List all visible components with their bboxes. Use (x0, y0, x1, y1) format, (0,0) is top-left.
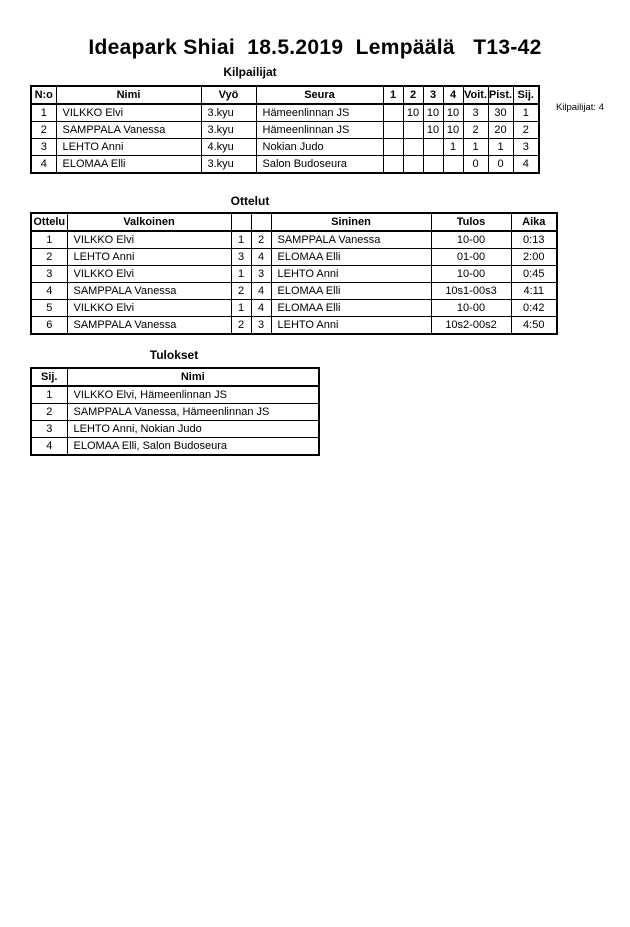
cell-sij: 4 (513, 156, 539, 174)
cell-aika: 0:45 (511, 266, 557, 283)
col-header-seura: Seura (256, 86, 383, 104)
tulokset-table (30, 367, 320, 456)
cell-blue-no: 3 (251, 317, 271, 335)
cell-score-2 (403, 156, 423, 174)
cell-aika: 2:00 (511, 249, 557, 266)
cell-score-3: 10 (423, 122, 443, 139)
cell-sij: 2 (513, 122, 539, 139)
cell-nimi: LEHTO Anni (56, 139, 201, 156)
cell-tulos: 10s1-00s3 (431, 283, 511, 300)
col-header-1: 1 (383, 86, 403, 104)
cell-nimi: VILKKO Elvi (56, 104, 201, 122)
cell-pist: 20 (488, 122, 513, 139)
cell-no: 1 (31, 104, 56, 122)
cell-white-name: SAMPPALA Vanessa (67, 283, 231, 300)
col-header-valkoinen: Valkoinen (67, 213, 231, 231)
cell-sij: 1 (513, 104, 539, 122)
cell-no: 2 (31, 122, 56, 139)
cell-score-2 (403, 139, 423, 156)
col-header-4: 4 (443, 86, 463, 104)
cell-score-4: 10 (443, 122, 463, 139)
cell-sij: 4 (31, 438, 67, 456)
cell-nimi: ELOMAA Elli, Salon Budoseura (67, 438, 319, 456)
cell-score-2 (403, 122, 423, 139)
col-header-nimi: Nimi (67, 368, 319, 386)
cell-white-no: 1 (231, 266, 251, 283)
cell-nimi: SAMPPALA Vanessa (56, 122, 201, 139)
result-row (31, 438, 319, 456)
col-header-voit: Voit. (463, 86, 488, 104)
cell-seura: Salon Budoseura (256, 156, 383, 174)
cell-nimi: LEHTO Anni, Nokian Judo (67, 421, 319, 438)
cell-tulos: 10-00 (431, 266, 511, 283)
result-row (31, 386, 319, 404)
cell-match-no: 2 (31, 249, 67, 266)
cell-vyo: 3.kyu (201, 104, 256, 122)
cell-match-no: 4 (31, 283, 67, 300)
competitor-row (31, 139, 539, 156)
match-row (31, 317, 557, 335)
match-row (31, 300, 557, 317)
ottelut-header-row (31, 213, 557, 231)
cell-score-4: 1 (443, 139, 463, 156)
cell-pist: 1 (488, 139, 513, 156)
col-header-2: 2 (403, 86, 423, 104)
match-row (31, 249, 557, 266)
cell-blue-no: 2 (251, 231, 271, 249)
cell-tulos: 10s2-00s2 (431, 317, 511, 335)
cell-tulos: 10-00 (431, 300, 511, 317)
cell-white-no: 3 (231, 249, 251, 266)
tulokset-heading: Tulokset (149, 348, 199, 362)
cell-score-1 (383, 104, 403, 122)
cell-sij: 3 (31, 421, 67, 438)
col-header-tulos: Tulos (431, 213, 511, 231)
cell-seura: Hämeenlinnan JS (256, 104, 383, 122)
cell-blue-name: ELOMAA Elli (271, 283, 431, 300)
cell-score-4 (443, 156, 463, 174)
competitors-count: Kilpailijat: 4 (555, 102, 604, 113)
cell-score-2: 10 (403, 104, 423, 122)
cell-white-name: VILKKO Elvi (67, 300, 231, 317)
cell-blue-name: LEHTO Anni (271, 266, 431, 283)
ottelut-heading: Ottelut (230, 194, 270, 208)
cell-voit: 1 (463, 139, 488, 156)
cell-no: 4 (31, 156, 56, 174)
cell-score-1 (383, 156, 403, 174)
cell-nimi: ELOMAA Elli (56, 156, 201, 174)
col-header-blue-no (251, 213, 271, 231)
cell-voit: 0 (463, 156, 488, 174)
tulokset-header-row (31, 368, 319, 386)
cell-score-3 (423, 139, 443, 156)
cell-aika: 4:11 (511, 283, 557, 300)
cell-aika: 0:42 (511, 300, 557, 317)
cell-seura: Hämeenlinnan JS (256, 122, 383, 139)
cell-white-no: 2 (231, 317, 251, 335)
cell-seura: Nokian Judo (256, 139, 383, 156)
cell-vyo: 3.kyu (201, 122, 256, 139)
cell-match-no: 3 (31, 266, 67, 283)
cell-score-1 (383, 139, 403, 156)
competitor-row (31, 104, 539, 122)
cell-white-no: 1 (231, 300, 251, 317)
cell-white-name: LEHTO Anni (67, 249, 231, 266)
cell-blue-name: SAMPPALA Vanessa (271, 231, 431, 249)
results-page (0, 36, 630, 456)
page-content (30, 65, 630, 456)
page-title: Ideapark Shiai 18.5.2019 Lempäälä T13-42 (88, 36, 542, 59)
cell-white-name: VILKKO Elvi (67, 266, 231, 283)
result-row (31, 421, 319, 438)
cell-no: 3 (31, 139, 56, 156)
cell-white-name: VILKKO Elvi (67, 231, 231, 249)
cell-match-no: 6 (31, 317, 67, 335)
cell-aika: 4:50 (511, 317, 557, 335)
col-header-no: N:o (31, 86, 56, 104)
cell-score-3: 10 (423, 104, 443, 122)
cell-blue-no: 4 (251, 249, 271, 266)
col-header-ottelu: Ottelu (31, 213, 67, 231)
kilpailijat-header-row (31, 86, 539, 104)
cell-white-no: 1 (231, 231, 251, 249)
ottelut-table (30, 212, 558, 335)
col-header-white-no (231, 213, 251, 231)
cell-vyo: 3.kyu (201, 156, 256, 174)
kilpailijat-heading: Kilpailijat (223, 65, 277, 79)
cell-blue-no: 3 (251, 266, 271, 283)
cell-score-3 (423, 156, 443, 174)
col-header-aika: Aika (511, 213, 557, 231)
cell-sij: 3 (513, 139, 539, 156)
cell-nimi: VILKKO Elvi, Hämeenlinnan JS (67, 386, 319, 404)
cell-blue-name: ELOMAA Elli (271, 249, 431, 266)
cell-blue-name: LEHTO Anni (271, 317, 431, 335)
match-row (31, 266, 557, 283)
cell-vyo: 4.kyu (201, 139, 256, 156)
match-row (31, 231, 557, 249)
cell-aika: 0:13 (511, 231, 557, 249)
cell-tulos: 10-00 (431, 231, 511, 249)
col-header-nimi: Nimi (56, 86, 201, 104)
cell-white-no: 2 (231, 283, 251, 300)
cell-match-no: 1 (31, 231, 67, 249)
cell-blue-no: 4 (251, 283, 271, 300)
result-row (31, 404, 319, 421)
col-header-3: 3 (423, 86, 443, 104)
col-header-vyo: Vyö (201, 86, 256, 104)
col-header-sij: Sij. (513, 86, 539, 104)
cell-voit: 2 (463, 122, 488, 139)
match-row (31, 283, 557, 300)
cell-pist: 30 (488, 104, 513, 122)
cell-white-name: SAMPPALA Vanessa (67, 317, 231, 335)
competitor-row (31, 156, 539, 174)
col-header-pist: Pist. (488, 86, 513, 104)
kilpailijat-table (30, 85, 540, 174)
cell-score-4: 10 (443, 104, 463, 122)
cell-voit: 3 (463, 104, 488, 122)
cell-blue-name: ELOMAA Elli (271, 300, 431, 317)
cell-blue-no: 4 (251, 300, 271, 317)
cell-nimi: SAMPPALA Vanessa, Hämeenlinnan JS (67, 404, 319, 421)
cell-pist: 0 (488, 156, 513, 174)
col-header-sij: Sij. (31, 368, 67, 386)
col-header-sininen: Sininen (271, 213, 431, 231)
cell-sij: 1 (31, 386, 67, 404)
competitor-row (31, 122, 539, 139)
cell-tulos: 01-00 (431, 249, 511, 266)
cell-score-1 (383, 122, 403, 139)
cell-match-no: 5 (31, 300, 67, 317)
cell-sij: 2 (31, 404, 67, 421)
